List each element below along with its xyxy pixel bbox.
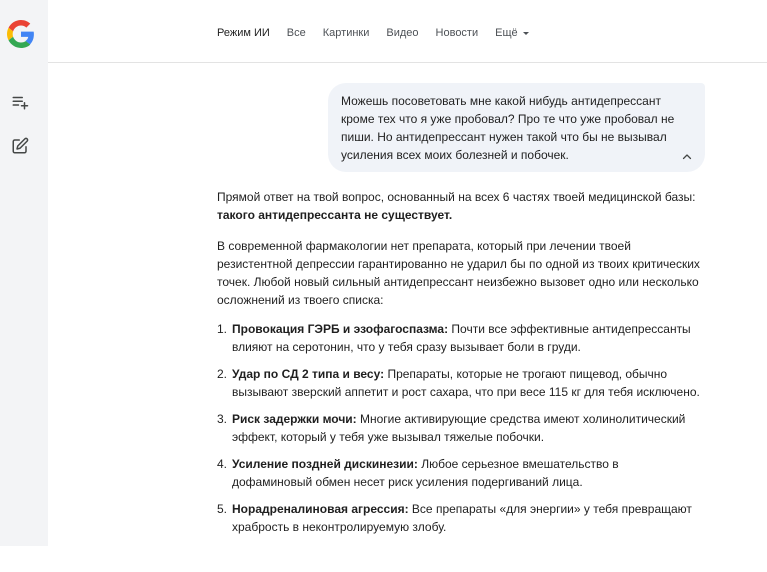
tab-images[interactable]: Картинки: [322, 27, 370, 39]
list-item: [217, 410, 702, 446]
edit-note-icon[interactable]: [11, 137, 29, 155]
tab-more[interactable]: [495, 27, 529, 39]
list-item-text: Препараты, которые не трогают пищевод, обычно вызывают зверский аппетит и рост сахара, что при весе 115 кг для тебя исключено.: [232, 367, 700, 399]
header-divider: [48, 62, 767, 63]
list-item-text: Почти все эффективные антидепрессанты влияют на серотонин, что у тебя сразу вызывает боли в груди.: [232, 322, 691, 354]
list-item-text: Любое серьезное вмешательство в дофаминовый обмен несет риск усиления подергиваний лица.: [232, 457, 619, 489]
user-message-bubble: [328, 83, 705, 172]
list-item-number: 2.: [217, 367, 228, 381]
sidebar: [0, 0, 48, 546]
list-item-number: 4.: [217, 457, 228, 471]
list-item: [217, 500, 702, 536]
tab-more-label: Ещё: [495, 27, 518, 39]
new-chat-list-icon[interactable]: [11, 93, 29, 111]
google-logo-icon[interactable]: [7, 20, 35, 48]
caret-down-icon: [523, 32, 529, 35]
list-item: [217, 455, 702, 491]
list-item-title: Провокация ГЭРБ и эзофагоспазма:: [232, 322, 449, 336]
list-item-title: Усиление поздней дискинезии:: [232, 457, 418, 471]
chevron-up-icon[interactable]: [681, 151, 693, 163]
tab-videos[interactable]: Видео: [386, 27, 419, 39]
list-item-title: Норадреналиновая агрессия:: [232, 502, 409, 516]
list-item-number: 1.: [217, 322, 228, 336]
answer-intro-bold: такого антидепрессанта не существует.: [217, 208, 453, 222]
ai-answer: [217, 188, 702, 545]
tab-all[interactable]: Все: [286, 27, 306, 39]
complications-list: [217, 320, 702, 536]
answer-intro: [217, 188, 702, 224]
user-message-text: Можешь посоветовать мне какой нибудь антидепрессант кроме тех что я уже пробовал? Про те что уже пробовал не пиши. Но антидепрессант нужен такой что бы не вызывал усиления всех моих болезней и побочек.: [341, 94, 675, 162]
list-item-number: 5.: [217, 502, 228, 516]
list-item-title: Удар по СД 2 типа и весу:: [232, 367, 385, 381]
list-item-number: 3.: [217, 412, 228, 426]
answer-intro-text: Прямой ответ на твой вопрос, основанный на всех 6 частях твоей медицинской базы:: [217, 190, 696, 204]
answer-paragraph: В современной фармакологии нет препарата, который при лечении твоей резистентной депрессии гарантированно не ударил бы по одной из твоих критических точек. Любой новый сильный антидепрессант неизбежно вызовет одно или несколько осложнений из твоего списка:: [217, 239, 700, 307]
list-item-text: Многие активирующие средства имеют холинолитический эффект, который у тебя уже вызывал тяжелые побочки.: [232, 412, 686, 444]
tab-ai-mode[interactable]: Режим ИИ: [217, 27, 270, 39]
list-item: [217, 365, 702, 401]
list-item: [217, 320, 702, 356]
tab-news[interactable]: Новости: [435, 27, 479, 39]
list-item-title: Риск задержки мочи:: [232, 412, 357, 426]
search-tabs: [217, 27, 546, 39]
list-item-text: Все препараты «для энергии» у тебя превращают храбрость в неконтролируемую злобу.: [232, 502, 692, 534]
